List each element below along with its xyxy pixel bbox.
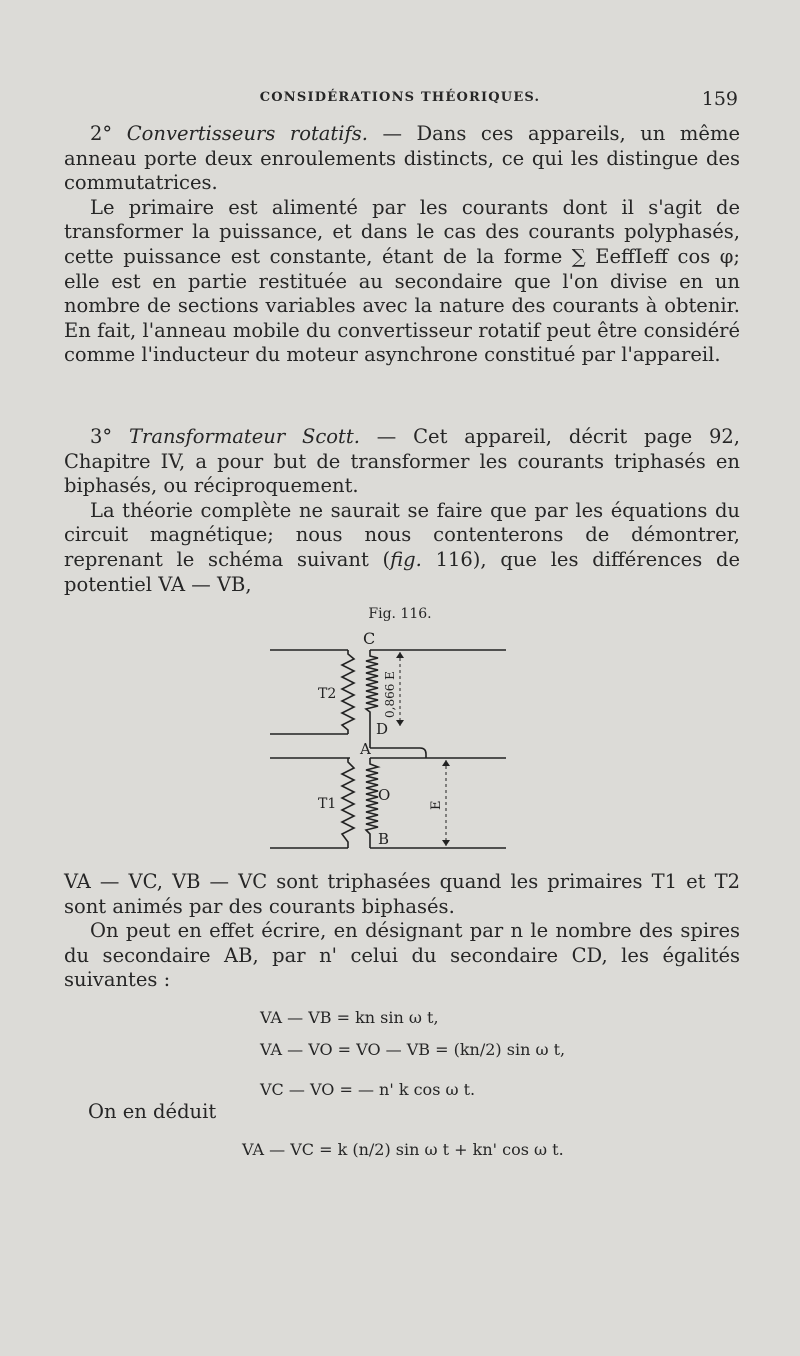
dim-label-top: 0,866 E xyxy=(383,671,397,718)
section2-para2-a: Le primaire est alimenté par les courants dont il s'agit de transformer la puissance, et dans le cas des courants polyphasés, cette puissance est constante, étant de la forme xyxy=(64,195,740,268)
label-b: B xyxy=(378,830,390,848)
page-header xyxy=(62,90,738,114)
page-number: 159 xyxy=(701,88,738,110)
section2-title: Convertisseurs rotatifs. xyxy=(126,122,368,145)
equation-1: VA — VB = kn sin ω t, xyxy=(260,1008,439,1027)
section3-paragraph1 xyxy=(64,425,740,499)
fig-reference: fig. xyxy=(390,547,422,571)
section2-para2-b: ; elle est en partie restituée au secondaire que l'on divise en un nombre de sections variables avec la nature des courants à obtenir. En fait, l'anneau mobile du convertisseur rotatif peut être considéré comme l'inducteur du moteur asynchrone constitué par l'appareil. xyxy=(64,244,740,367)
section3-para2-b: 116), que les différences de potentiel VA — VB, xyxy=(64,547,740,596)
dim-label-bottom: E xyxy=(429,800,444,810)
continuation-text xyxy=(64,870,740,993)
label-c: C xyxy=(363,629,376,648)
section3-paragraph2 xyxy=(64,499,740,597)
label-t2: T2 xyxy=(318,686,337,702)
label-o: O xyxy=(378,786,391,804)
ab-secondary-coil xyxy=(366,758,378,848)
section2-paragraph2 xyxy=(64,196,740,368)
t1-primary-coil xyxy=(342,758,354,848)
label-t1: T1 xyxy=(318,796,337,812)
section2-paragraph1 xyxy=(64,122,740,196)
section3-title: Transformateur Scott. xyxy=(129,425,360,448)
equation-4: VA — VC = k (n/2) sin ω t + kn' cos ω t. xyxy=(242,1140,564,1159)
section3-intro: — Cet appareil, décrit page 92, Chapitre IV, a pour but de transformer les courants triphasés en biphasés, ou réciproquement. xyxy=(64,425,740,498)
continuation-paragraph1: VA — VC, VB — VC sont triphasées quand les primaires T1 et T2 sont animés par des courants biphasés. xyxy=(64,870,740,918)
t2-primary-coil xyxy=(342,650,354,734)
section-convertisseurs xyxy=(64,122,740,368)
label-a: A xyxy=(360,740,371,758)
cd-secondary-coil xyxy=(366,650,378,718)
continuation-paragraph2: On peut en effet écrire, en désignant par n le nombre des spires du secondaire AB, par n' celui du secondaire CD, les égalités suivantes : xyxy=(64,919,740,992)
section3-para2-a: La théorie complète ne saurait se faire que par les équations du circuit magnétique; nous nous contenterons de démontrer, reprenant le schéma suivant ( xyxy=(64,498,740,571)
scott-transformer-diagram xyxy=(260,622,520,862)
section2-number: 2° xyxy=(90,122,113,145)
section2-intro: — Dans ces appareils, un même anneau porte deux enroulements distincts, ce qui les distingue des commutatrices. xyxy=(64,122,740,195)
equation-2: VA — VO = VO — VB = (kn/2) sin ω t, xyxy=(260,1040,566,1059)
section3-number: 3° xyxy=(90,425,113,448)
section-transformateur-scott xyxy=(64,425,740,597)
label-d: D xyxy=(376,720,389,738)
equation-3: VC — VO = — n' k cos ω t. xyxy=(260,1080,476,1099)
on-en-deduit: On en déduit xyxy=(88,1100,217,1123)
running-head: CONSIDÉRATIONS THÉORIQUES. xyxy=(259,90,541,105)
sum-formula: ∑ EeffIeff cos φ xyxy=(571,244,734,268)
figure-caption: Fig. 116. xyxy=(368,606,432,622)
